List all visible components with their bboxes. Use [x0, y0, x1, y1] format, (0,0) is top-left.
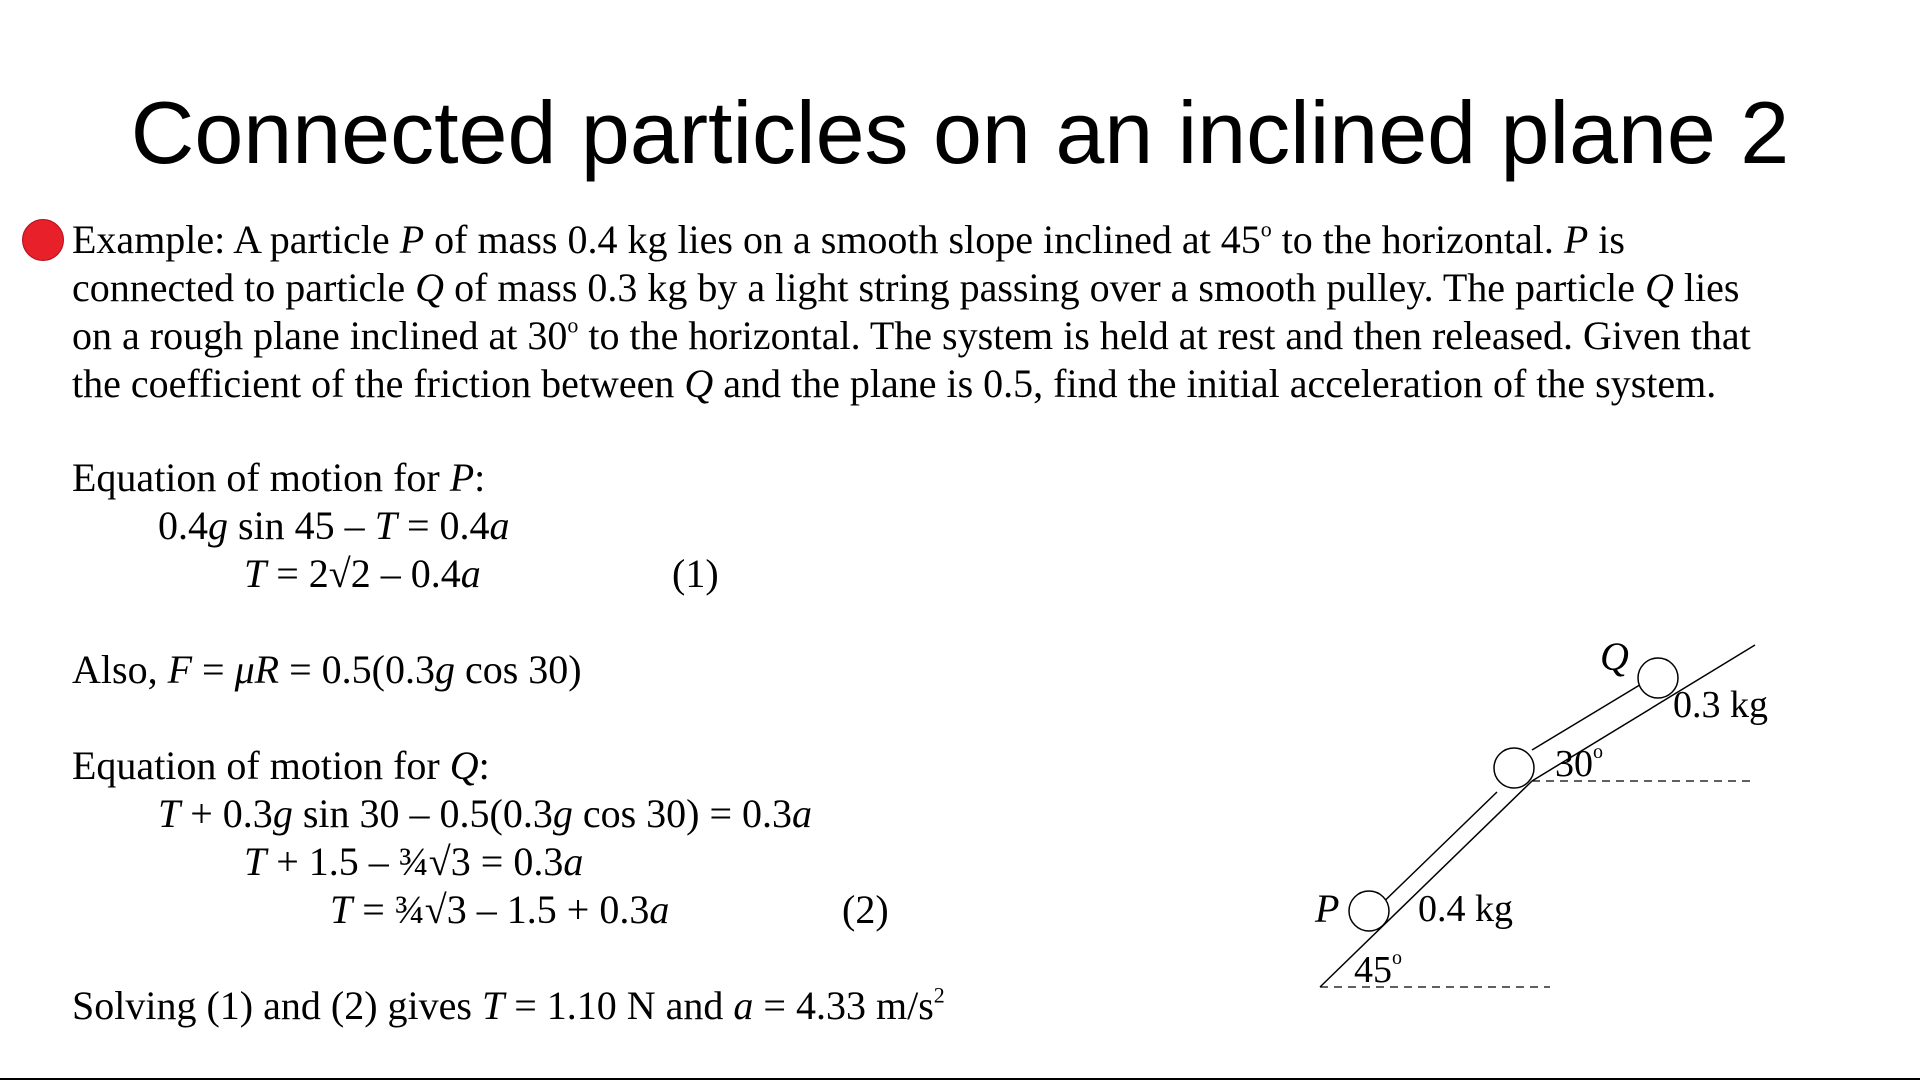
superscript: o: [1260, 216, 1272, 242]
inclined-planes-diagram: [1300, 630, 1820, 1000]
equation-number: (1): [672, 551, 719, 596]
angle-45-degree: o: [1392, 947, 1402, 969]
angle-30-label: [1555, 741, 1603, 785]
italic-symbol: g: [272, 791, 293, 836]
italic-symbol: P: [1563, 217, 1589, 262]
text-run: Example: A particle: [72, 217, 400, 262]
example-paragraph: [72, 216, 1912, 408]
working-line: [72, 982, 945, 1030]
angle-45-value: 45: [1354, 949, 1392, 991]
text-run: + 1.5 – ¾√3 = 0.3: [266, 839, 564, 884]
italic-symbol: a: [489, 503, 510, 548]
angle-45-label: [1354, 947, 1402, 991]
italic-symbol: a: [733, 983, 754, 1028]
italic-symbol: a: [563, 839, 584, 884]
text-run: to the horizontal.: [1271, 217, 1564, 262]
text-run: on a rough plane inclined at 30: [72, 313, 568, 358]
italic-symbol: Q: [415, 265, 445, 310]
text-run: sin 30 – 0.5(0.3: [292, 791, 553, 836]
italic-symbol: F: [167, 647, 193, 692]
italic-symbol: T: [158, 791, 181, 836]
text-run: is: [1588, 217, 1625, 262]
text-run: 0.4: [158, 503, 208, 548]
text-run: = 1.10 N and: [504, 983, 734, 1028]
working-line: [244, 838, 583, 886]
text-run: and the plane is 0.5, find the initial acceleration of the system.: [713, 361, 1717, 406]
working-line: [158, 502, 510, 550]
particle-p: [1349, 891, 1389, 931]
italic-symbol: T: [244, 551, 267, 596]
italic-symbol: Q: [449, 743, 479, 788]
text-run: :: [474, 455, 486, 500]
text-run: Also,: [72, 647, 168, 692]
pulley: [1494, 748, 1534, 788]
text-run: connected to particle: [72, 265, 416, 310]
italic-symbol: a: [460, 551, 481, 596]
text-run: Solving (1) and (2) gives: [72, 983, 482, 1028]
slope-45: [1320, 781, 1532, 987]
working-line: [72, 742, 490, 790]
text-run: of mass 0.3 kg by a light string passing over a smooth pulley. The particle: [444, 265, 1645, 310]
mass-q-label: 0.3 kg: [1673, 684, 1768, 726]
string-q: [1532, 680, 1648, 750]
text-run: sin 45 –: [228, 503, 375, 548]
text-run: of mass 0.4 kg lies on a smooth slope inclined at 45: [424, 217, 1261, 262]
superscript: o: [567, 312, 579, 338]
slide-title: Connected particles on an inclined plane 2: [130, 83, 1790, 182]
italic-symbol: P: [399, 217, 425, 262]
superscript: 2: [933, 982, 945, 1008]
text-run: Equation of motion for: [72, 455, 450, 500]
text-run: = 2√2 – 0.4: [266, 551, 461, 596]
text-run: cos 30): [454, 647, 582, 692]
italic-symbol: a: [649, 887, 670, 932]
working-line: [72, 454, 485, 502]
text-run: Equation of motion for: [72, 743, 450, 788]
text-run: = 4.33 m/s: [753, 983, 934, 1028]
bullet-dot: [22, 219, 64, 261]
italic-symbol: P: [449, 455, 475, 500]
particle-q: [1638, 658, 1678, 698]
example-line: [72, 264, 1912, 312]
working-line: [244, 550, 481, 598]
italic-symbol: g: [552, 791, 573, 836]
text-run: :: [478, 743, 490, 788]
text-run: = 0.5(0.3: [279, 647, 435, 692]
example-line: [72, 216, 1912, 264]
text-run: + 0.3: [180, 791, 273, 836]
mass-p-label: 0.4 kg: [1418, 888, 1513, 930]
italic-symbol: T: [244, 839, 267, 884]
angle-30-value: 30: [1555, 743, 1593, 785]
label-q: Q: [1600, 634, 1629, 679]
italic-symbol: T: [374, 503, 397, 548]
text-run: cos 30) = 0.3: [572, 791, 793, 836]
italic-symbol: Q: [684, 361, 714, 406]
equation-number: (2): [842, 887, 889, 932]
example-line: [72, 312, 1912, 360]
text-run: = ¾√3 – 1.5 + 0.3: [352, 887, 650, 932]
label-p: P: [1315, 886, 1340, 931]
text-run: the coefficient of the friction between: [72, 361, 685, 406]
italic-symbol: T: [330, 887, 353, 932]
italic-symbol: T: [481, 983, 505, 1028]
text-run: lies: [1673, 265, 1740, 310]
italic-symbol: g: [208, 503, 228, 548]
angle-30-degree: o: [1593, 741, 1603, 763]
italic-symbol: Q: [1644, 265, 1674, 310]
text-run: =: [192, 647, 235, 692]
italic-symbol: g: [434, 647, 455, 692]
text-run: to the horizontal. The system is held at rest and then released. Given that: [578, 313, 1751, 358]
working-line: [158, 790, 812, 838]
italic-symbol: μR: [234, 647, 280, 692]
example-line: [72, 360, 1912, 408]
italic-symbol: a: [792, 791, 813, 836]
working-line: [72, 646, 582, 694]
working-line: [330, 886, 669, 934]
text-run: = 0.4: [396, 503, 490, 548]
